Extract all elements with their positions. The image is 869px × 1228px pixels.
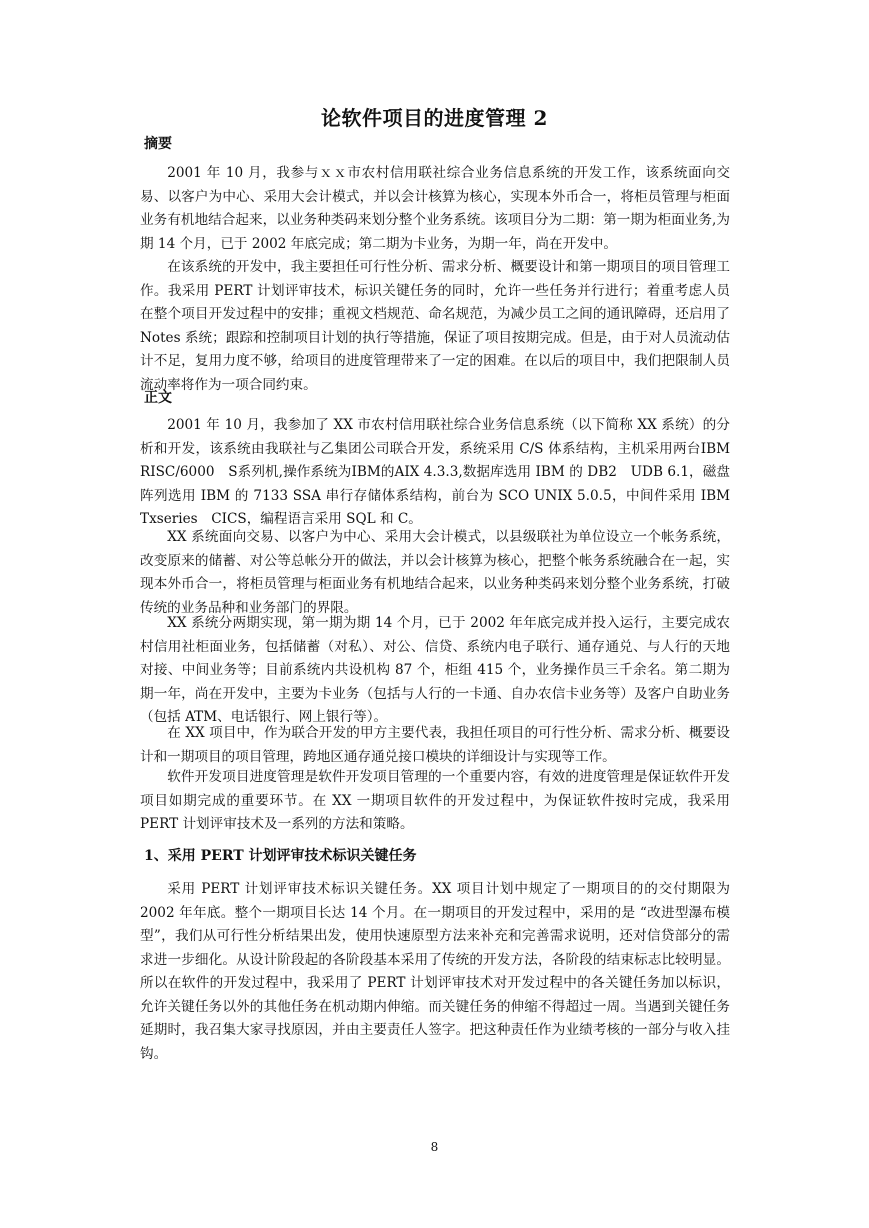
section-1-paragraph-1: 采用 PERT 计划评审技术标识关键任务。XX 项目计划中规定了一期项目的的交付期限为 2002 年年底。整个一期项目长达 14 个月。在一期项目的开发过程中，采用的是 “改进型瀑布模型”，我们从可行性分析结果出发，使用快速原型方法来补充和完善需求说明，还对信贷部分的需求进一步细化。从设计阶段起的各阶段基本采用了传统的开发方法，各阶段的结束标志比较明显。所以在软件的开发过程中，我采用了 PERT 计划评审技术对开发过程中的各关键任务加以标识，允许关键任务以外的其他任务在机动期内伸缩。而关键任务的伸缩不得超过一周。当遇到关键任务延期时，我召集大家寻找原因，并由主要责任人签字。把这种责任作为业绩考核的一部分与收入挂钩。 (140, 881, 730, 1062)
abstract-paragraph-2: 在该系统的开发中，我主要担任可行性分析、需求分析、概要设计和第一期项目的项目管理工作。我采用 PERT 计划评审技术，标识关键任务的同时，允许一些任务并行进行；着重考虑人员在整个项目开发过程中的安排；重视文档规范、命名规范，为减少员工之间的通讯障碍，还启用了 Notes 系统；跟踪和控制项目计划的执行等措施，保证了项目按期完成。但是，由于对人员流动估计不足，复用力度不够，给项目的进度管理带来了一定的困难。在以后的项目中，我们把限制人员流动率将作为一项合同约束。 (140, 259, 730, 393)
section-1-heading: 1、采用 PERT 计划评审技术标识关键任务 (144, 848, 417, 864)
body-paragraph-4: 在 XX 项目中，作为联合开发的甲方主要代表，我担任项目的可行性分析、需求分析、概要设计和一期项目的项目管理，跨地区通存通兑接口模块的详细设计与实现等工作。 (140, 725, 730, 765)
body-paragraph-3: XX 系统分两期实现，第一期为期 14 个月，已于 2002 年年底完成并投入运行，主要完成农村信用社柜面业务，包括储蓄（对私）、对公、信贷、系统内电子联行、通存通兑、与人行的天地对接、中间业务等；目前系统内共设机构 87 个，柜组 415 个，业务操作员三千余名。第二期为期一年，尚在开发中，主要为卡业务（包括与人行的一卡通、自办农信卡业务等）及客户自助业务（包括 ATM、电话银行、网上银行等）。 (140, 615, 730, 725)
body-paragraph-5: 软件开发项目进度管理是软件开发项目管理的一个重要内容，有效的进度管理是保证软件开发项目如期完成的重要环节。在 XX 一期项目软件的开发过程中，为保证软件按时完成，我采用 PERT 计划评审技术及一系列的方法和策略。 (140, 769, 730, 832)
body-paragraph-2: XX 系统面向交易、以客户为中心、采用大会计模式，以县级联社为单位设立一个帐务系统，改变原来的储蓄、对公等总帐分开的做法，并以会计核算为核心，把整个帐务系统融合在一起，实现本外币合一，将柜员管理与柜面业务有机地结合起来，以业务种类码来划分整个业务系统，打破传统的业务品种和业务部门的界限。 (140, 529, 730, 616)
abstract-heading: 摘要 (144, 136, 172, 152)
body-heading: 正文 (144, 390, 172, 406)
body-paragraph-1: 2001 年 10 月，我参加了 XX 市农村信用联社综合业务信息系统（以下简称 XX 系统）的分析和开发，该系统由我联社与乙集团公司联合开发，系统采用 C/S 体系结构，主机采用两台IBM RISC/6000 S系列机,操作系统为IBM的AIX 4.3.3,数据库选用 IBM 的 DB2 UDB 6.1，磁盘阵列选用 IBM 的 7133 SSA 串行存储体系结构，前台为 SCO UNIX 5.0.5，中间件采用 IBM Txseries CICS，编程语言采用 SQL 和 C。 (140, 417, 730, 527)
page-number: 8 (430, 1140, 439, 1154)
document-title: 论软件项目的进度管理 2 (321, 106, 548, 130)
abstract-paragraph-1: 2001 年 10 月，我参与ｘｘ市农村信用联社综合业务信息系统的开发工作，该系统面向交易、以客户为中心、采用大会计模式，并以会计核算为核心，实现本外币合一，将柜员管理与柜面业务有机地结合起来，以业务种类码来划分整个业务系统。该项目分为二期：第一期为柜面业务,为期 14 个月，已于 2002 年底完成；第二期为卡业务，为期一年，尚在开发中。 (140, 165, 730, 252)
